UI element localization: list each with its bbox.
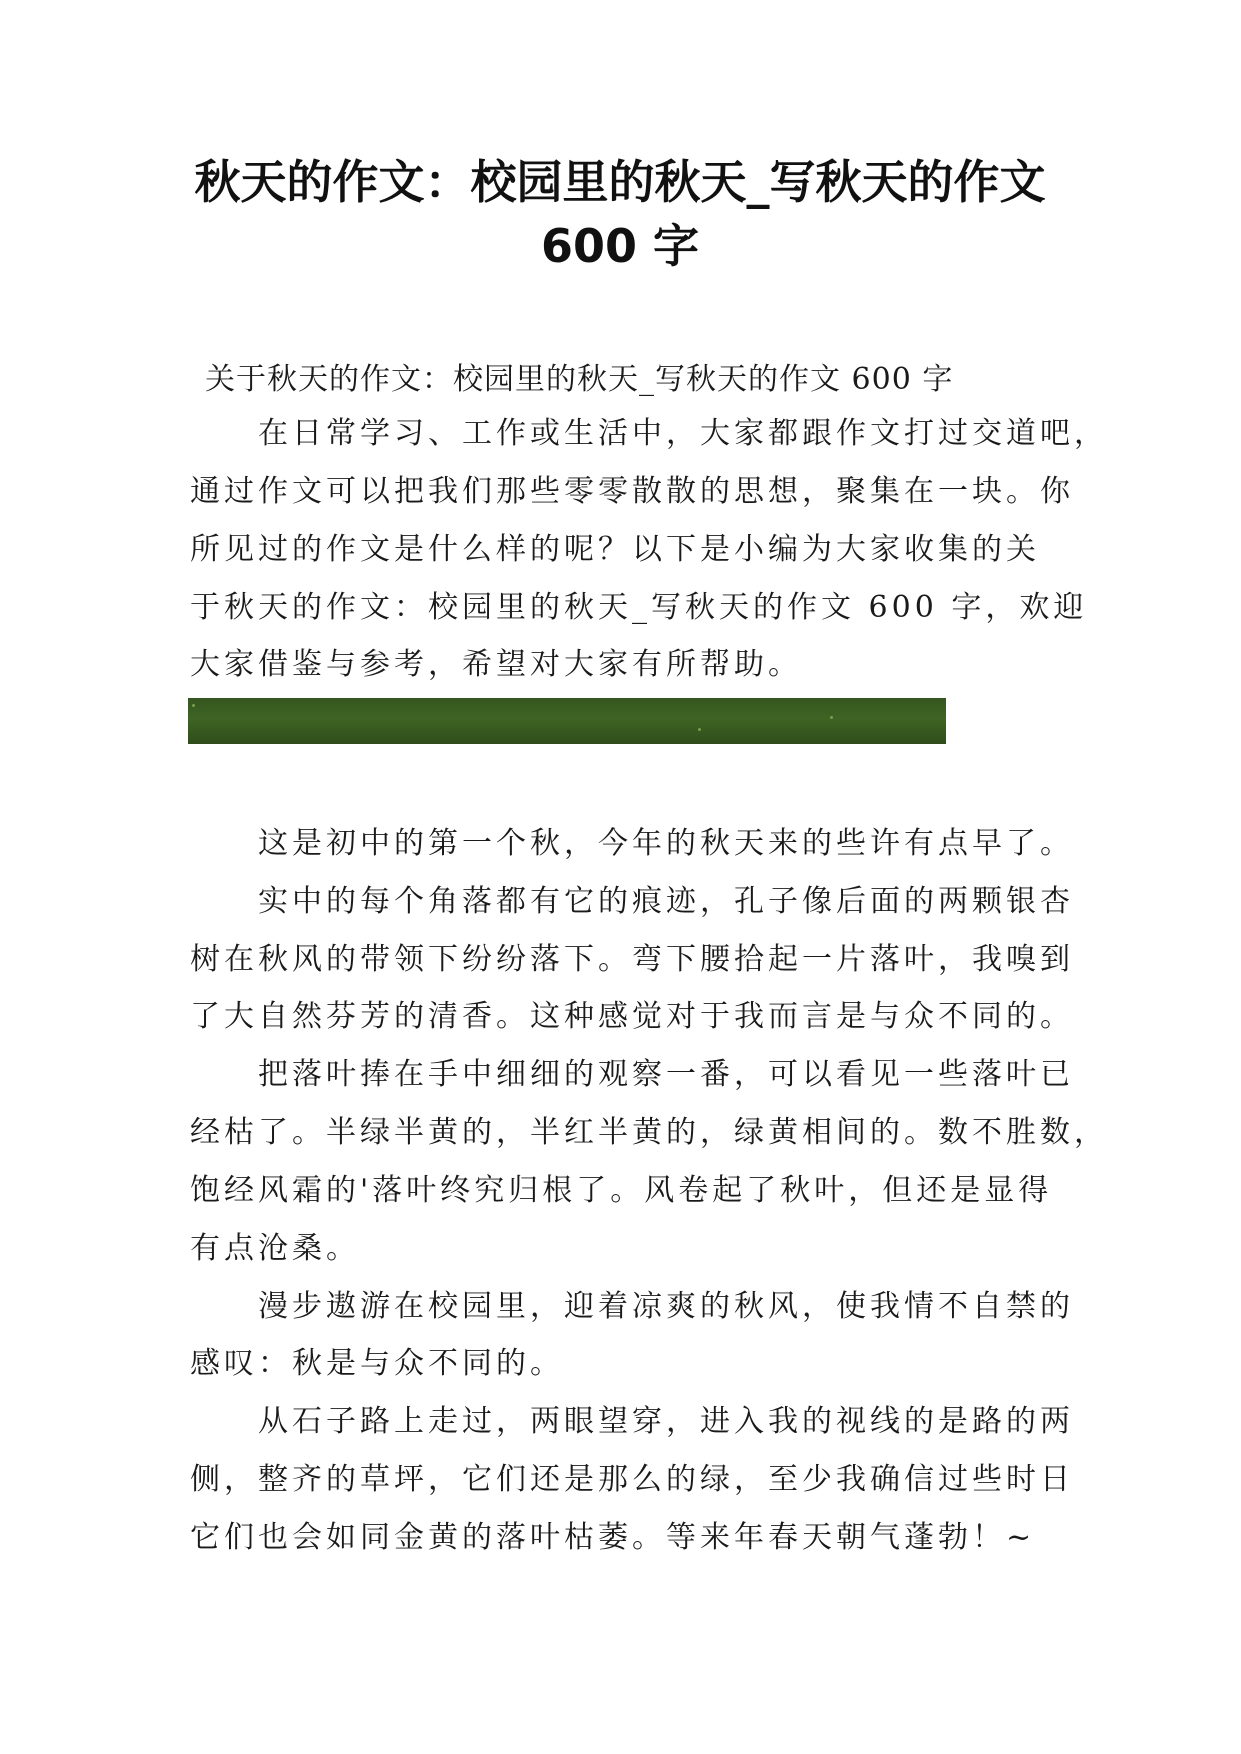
body-line: 实中的每个角落都有它的痕迹，孔子像后面的两颗银杏 [258, 884, 1074, 919]
intro-line: 通过作文可以把我们那些零零散散的思想，聚集在一块。你 [190, 474, 1074, 509]
document-title [150, 150, 1090, 278]
title-line-2: 600 字 [540, 219, 700, 273]
body-line: 从石子路上走过，两眼望穿，进入我的视线的是路的两 [258, 1404, 1074, 1439]
body-line: 这是初中的第一个秋，今年的秋天来的些许有点早了。 [258, 826, 1074, 861]
intro-line: 在日常学习、工作或生活中，大家都跟作文打过交道吧， [258, 416, 1108, 451]
body-line: 饱经风霜的'落叶终究归根了。风卷起了秋叶，但还是显得 [190, 1173, 1053, 1208]
title-line-1: 秋天的作文：校园里的秋天_写秋天的作文 [194, 155, 1046, 209]
intro-line: 大家借鉴与参考，希望对大家有所帮助。 [190, 647, 802, 682]
body-line: 了大自然芬芳的清香。这种感觉对于我而言是与众不同的。 [190, 999, 1074, 1034]
body-line: 经枯了。半绿半黄的，半红半黄的，绿黄相间的。数不胜数， [190, 1115, 1108, 1150]
intro-line: 所见过的作文是什么样的呢？以下是小编为大家收集的关 [190, 532, 1040, 567]
document-subtitle: 关于秋天的作文：校园里的秋天_写秋天的作文 600 字 [205, 362, 954, 397]
body-line: 有点沧桑。 [190, 1231, 360, 1266]
cropped-photo-strip [188, 698, 946, 744]
body-line: 侧，整齐的草坪，它们还是那么的绿，至少我确信过些时日 [190, 1462, 1074, 1497]
body-line: 树在秋风的带领下纷纷落下。弯下腰拾起一片落叶，我嗅到 [190, 942, 1074, 977]
body-line: 感叹：秋是与众不同的。 [190, 1346, 564, 1381]
intro-line: 于秋天的作文：校园里的秋天_写秋天的作文 600 字，欢迎 [190, 590, 1088, 625]
body-line: 把落叶捧在手中细细的观察一番，可以看见一些落叶已 [258, 1057, 1074, 1092]
body-line: 它们也会如同金黄的落叶枯萎。等来年春天朝气蓬勃！~ [190, 1520, 1036, 1555]
body-line: 漫步遨游在校园里，迎着凉爽的秋风，使我情不自禁的 [258, 1289, 1074, 1324]
